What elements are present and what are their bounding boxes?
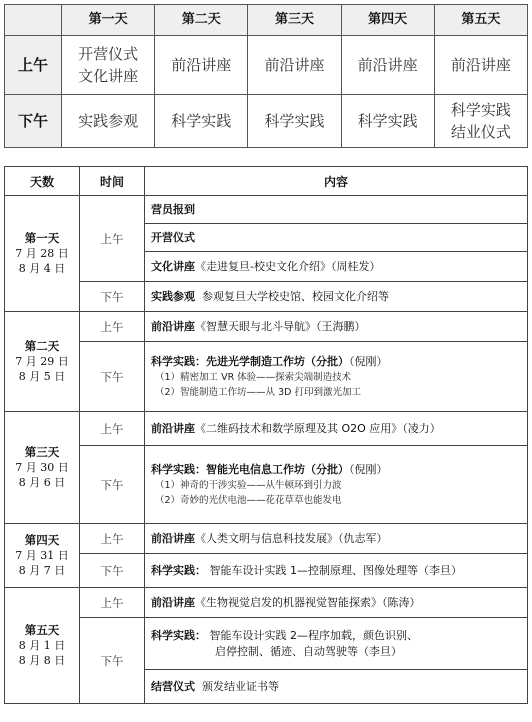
time-cell: 下午: [80, 554, 145, 588]
content-cell: [145, 342, 528, 412]
grid-day-3: 第三天: [248, 5, 341, 36]
time-cell: 上午: [80, 196, 145, 282]
content-text: 《二维码技术和数学原理及其 O2O 应用》（凌力）: [195, 421, 441, 435]
content-title: 科学实践：智能光电信息工作坊（分批）: [151, 462, 349, 476]
content-text: 智能车设计实践 2—程序加载，颜色识别、: [209, 628, 418, 642]
content-text: 《智慧天眼与北斗导航》（王海鹏）: [195, 319, 366, 333]
grid-pm-day4: 科学实践: [341, 95, 434, 148]
grid-day-2: 第二天: [155, 5, 248, 36]
day-date: 8 月 8 日: [18, 654, 66, 667]
grid-day-4: 第四天: [341, 5, 434, 36]
content-text: 参观复旦大学校史馆、校园文化介绍等: [202, 289, 389, 303]
day-name: 第三天: [24, 445, 60, 459]
content-text: （倪刚）: [349, 462, 388, 476]
day-cell-5: [5, 588, 80, 704]
grid-am-label: 上午: [5, 36, 62, 95]
content-cell: [145, 670, 528, 704]
day-date: 8 月 1 日: [18, 639, 66, 652]
day-cell-4: [5, 524, 80, 588]
day-date: 7 月 29 日: [15, 355, 69, 368]
content-title: 前沿讲座: [151, 319, 195, 333]
grid-am-day4: 前沿讲座: [341, 36, 434, 95]
content-cell: [145, 282, 528, 312]
content-text: 《人类文明与信息科技发展》（仇志军）: [195, 531, 388, 545]
content-cell: [145, 224, 528, 252]
day-cell-1: [5, 196, 80, 312]
time-cell: 下午: [80, 618, 145, 704]
table-row: [5, 554, 528, 588]
grid-pm-day5: [434, 95, 527, 148]
content-text: 颁发结业证书等: [202, 679, 279, 693]
grid-header-row: [5, 5, 528, 36]
content-title: 科学实践：: [151, 563, 206, 577]
cell-line: 开营仪式: [78, 45, 139, 63]
grid-pm-label: 下午: [5, 95, 62, 148]
content-text: 《生物视觉启发的机器视觉智能探索》（陈涛）: [195, 595, 421, 609]
cell-line: 文化讲座: [78, 67, 139, 85]
content-subitem: （1）精密加工 VR 体验——探索尖端制造技术: [155, 371, 352, 383]
grid-am-day1: [62, 36, 155, 95]
schedule-overview-grid: [4, 4, 528, 148]
grid-pm-row: [5, 95, 528, 148]
table-row: [5, 524, 528, 554]
content-title: 科学实践：先进光学制造工作坊（分批）: [151, 354, 349, 368]
content-cell: [145, 618, 528, 670]
content-title: 前沿讲座: [151, 531, 195, 545]
grid-am-row: [5, 36, 528, 95]
content-title: 营员报到: [151, 202, 195, 216]
day-date: 8 月 4 日: [18, 262, 66, 275]
table-row: [5, 618, 528, 670]
time-cell: 上午: [80, 312, 145, 342]
cell-line: 结业仪式: [450, 123, 511, 141]
content-title: 开营仪式: [151, 230, 195, 244]
header-content: 内容: [145, 167, 528, 196]
content-cell: [145, 554, 528, 588]
grid-day-1: 第一天: [62, 5, 155, 36]
time-cell: 下午: [80, 282, 145, 312]
content-title: 科学实践：: [151, 628, 206, 642]
content-cell: [145, 412, 528, 446]
day-cell-3: [5, 412, 80, 524]
content-text: 《走进复旦-校史文化介绍》（周桂发）: [195, 259, 381, 273]
table-row: [5, 196, 528, 224]
day-name: 第五天: [24, 623, 60, 637]
content-subitem: （1）神奇的干涉实验——从牛顿环到引力波: [155, 479, 342, 491]
time-cell: 上午: [80, 524, 145, 554]
time-cell: 上午: [80, 588, 145, 618]
day-name: 第四天: [24, 533, 60, 547]
content-cell: [145, 312, 528, 342]
content-text: 智能车设计实践 1—控制原理、图像处理等（李旦）: [209, 563, 462, 577]
grid-am-day2: 前沿讲座: [155, 36, 248, 95]
content-subitem: （2）奇妙的光伏电池——花花草草也能发电: [155, 494, 342, 506]
time-cell: 下午: [80, 446, 145, 524]
day-date: 7 月 28 日: [15, 247, 69, 260]
grid-am-day5: 前沿讲座: [434, 36, 527, 95]
content-cell: [145, 524, 528, 554]
day-date: 7 月 30 日: [15, 461, 69, 474]
table-row: [5, 588, 528, 618]
grid-pm-day2: 科学实践: [155, 95, 248, 148]
content-cell: [145, 446, 528, 524]
table-row: [5, 342, 528, 412]
schedule-detail-table: [4, 166, 528, 704]
day-date: 8 月 5 日: [18, 370, 66, 383]
grid-am-day3: 前沿讲座: [248, 36, 341, 95]
day-date: 8 月 7 日: [18, 564, 66, 577]
table-row: [5, 446, 528, 524]
grid-day-5: 第五天: [434, 5, 527, 36]
content-title: 实践参观: [151, 289, 195, 303]
grid-corner-cell: [5, 5, 62, 36]
content-text: （倪刚）: [349, 354, 388, 368]
content-title: 结营仪式: [151, 679, 195, 693]
content-subitem: （2）智能制造工作坊——从 3D 打印到激光加工: [155, 386, 361, 398]
day-date: 7 月 31 日: [15, 549, 69, 562]
day-name: 第二天: [24, 339, 60, 353]
content-cell: [145, 588, 528, 618]
content-cell: [145, 196, 528, 224]
grid-pm-day1: 实践参观: [62, 95, 155, 148]
day-date: 8 月 6 日: [18, 476, 66, 489]
header-day: 天数: [5, 167, 80, 196]
content-title: 前沿讲座: [151, 421, 195, 435]
day-name: 第一天: [24, 231, 60, 245]
cell-line: 科学实践: [450, 101, 511, 119]
content-cell: [145, 252, 528, 282]
table-row: [5, 282, 528, 312]
content-title: 前沿讲座: [151, 595, 195, 609]
table-row: [5, 312, 528, 342]
header-time: 时间: [80, 167, 145, 196]
grid-pm-day3: 科学实践: [248, 95, 341, 148]
detail-header-row: [5, 167, 528, 196]
content-text: 启停控制、循迹、自动驾驶等（李旦）: [215, 644, 402, 658]
time-cell: 下午: [80, 342, 145, 412]
time-cell: 上午: [80, 412, 145, 446]
content-title: 文化讲座: [151, 259, 195, 273]
table-row: [5, 412, 528, 446]
day-cell-2: [5, 312, 80, 412]
